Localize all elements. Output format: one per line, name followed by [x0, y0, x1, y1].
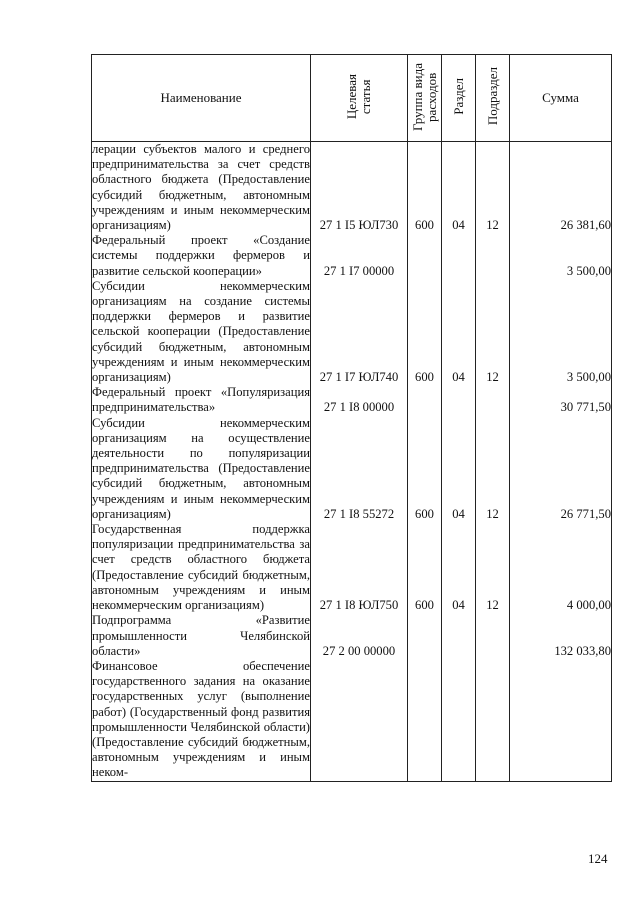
row-group: 600: [408, 279, 442, 385]
header-subsection-label: Подраздел: [484, 67, 500, 126]
row-name: Субсидии некоммерческим организациям на осуществление деятельности по популяризации предпринимательства (Предоставление субсидий бюджетным, автономным учреждениям и иным некоммерческим организациям): [92, 415, 310, 521]
header-subsection: [476, 55, 510, 142]
header-section-label: Раздел: [450, 78, 466, 115]
row-subsection: [476, 613, 510, 659]
row-sum: 3 500,00: [510, 233, 612, 279]
table-row: [92, 385, 612, 415]
row-target: 27 2 00 00000: [311, 613, 408, 659]
header-name: Наименование: [92, 55, 311, 142]
row-section: 04: [442, 142, 476, 234]
row-subsection: 12: [476, 416, 510, 522]
row-target: 27 1 I7 ЮЛ740: [311, 279, 408, 385]
row-section: 04: [442, 522, 476, 613]
table-row: [92, 279, 612, 385]
table-row: [92, 659, 612, 781]
header-section: [442, 55, 476, 142]
table-row: [92, 613, 612, 659]
page-number: 124: [588, 851, 608, 866]
row-target: 27 1 I8 00000: [311, 385, 408, 415]
row-name: Федеральный проект «Создание системы поддержки фермеров и развитие сельской кооперации»: [92, 233, 310, 278]
row-target: 27 1 I5 ЮЛ730: [311, 142, 408, 234]
row-group: 600: [408, 416, 442, 522]
row-group: [408, 385, 442, 415]
row-sum: 3 500,00: [510, 279, 612, 385]
row-sum: [510, 659, 612, 781]
row-subsection: [476, 659, 510, 781]
row-section: [442, 613, 476, 659]
row-section: [442, 385, 476, 415]
row-subsection: 12: [476, 142, 510, 234]
row-group: [408, 613, 442, 659]
table-row: [92, 142, 612, 234]
row-sum: 30 771,50: [510, 385, 612, 415]
row-name: Государственная поддержка популяризации предпринимательства за счет средств областного бюджета (Предоставление субсидий бюджетным, автономным учреждениям и иным некоммерческим организациям): [92, 522, 310, 613]
row-subsection: [476, 385, 510, 415]
row-group: [408, 233, 442, 279]
header-sum: Сумма: [510, 55, 612, 142]
header-expense-group: [408, 55, 442, 142]
row-group: 600: [408, 142, 442, 234]
row-subsection: 12: [476, 522, 510, 613]
row-target: 27 1 I7 00000: [311, 233, 408, 279]
row-name: Субсидии некоммерческим организациям на создание системы поддержки фермеров и развитие сельской кооперации (Предоставление субсидий бюджетным, автономным учреждениям и иным некоммерческим организациям): [92, 278, 310, 385]
header-target-label: Целевая статья: [344, 73, 373, 120]
row-target: 27 1 I8 ЮЛ750: [311, 522, 408, 613]
row-target: 27 1 I8 55272: [311, 416, 408, 522]
table-row: [92, 522, 612, 613]
row-sum: 4 000,00: [510, 522, 612, 613]
row-target: [311, 659, 408, 781]
table-row: [92, 416, 612, 522]
table-row: [92, 233, 612, 279]
row-name: Подпрограмма «Развитие промышленности Челябинской области»: [92, 613, 310, 658]
row-group: 600: [408, 522, 442, 613]
row-section: [442, 659, 476, 781]
row-name: Финансовое обеспечение государственного задания на оказание государственных услуг (выполнение работ) (Государственный фонд развития промышленности Челябинской области) (Предоставление субсидий бюджетным, автономным учреждениям и иным неком-: [92, 658, 310, 780]
row-section: [442, 233, 476, 279]
row-section: 04: [442, 416, 476, 522]
row-sum: 132 033,80: [510, 613, 612, 659]
row-sum: 26 381,60: [510, 142, 612, 234]
header-group-label: Группа вида расходов: [409, 62, 439, 131]
row-group: [408, 659, 442, 781]
row-name: лерации субъектов малого и среднего предпринимательства за счет средств областного бюджета (Предоставление субсидий бюджетным, автономным учреждениям и иным некоммерческим организациям): [92, 142, 310, 233]
budget-table: [91, 54, 612, 782]
row-section: 04: [442, 279, 476, 385]
header-target-article: [311, 55, 408, 142]
row-sum: 26 771,50: [510, 416, 612, 522]
row-subsection: [476, 233, 510, 279]
table-header: [92, 55, 612, 142]
row-name: Федеральный проект «Популяризация предпринимательства»: [92, 385, 310, 415]
row-subsection: 12: [476, 279, 510, 385]
